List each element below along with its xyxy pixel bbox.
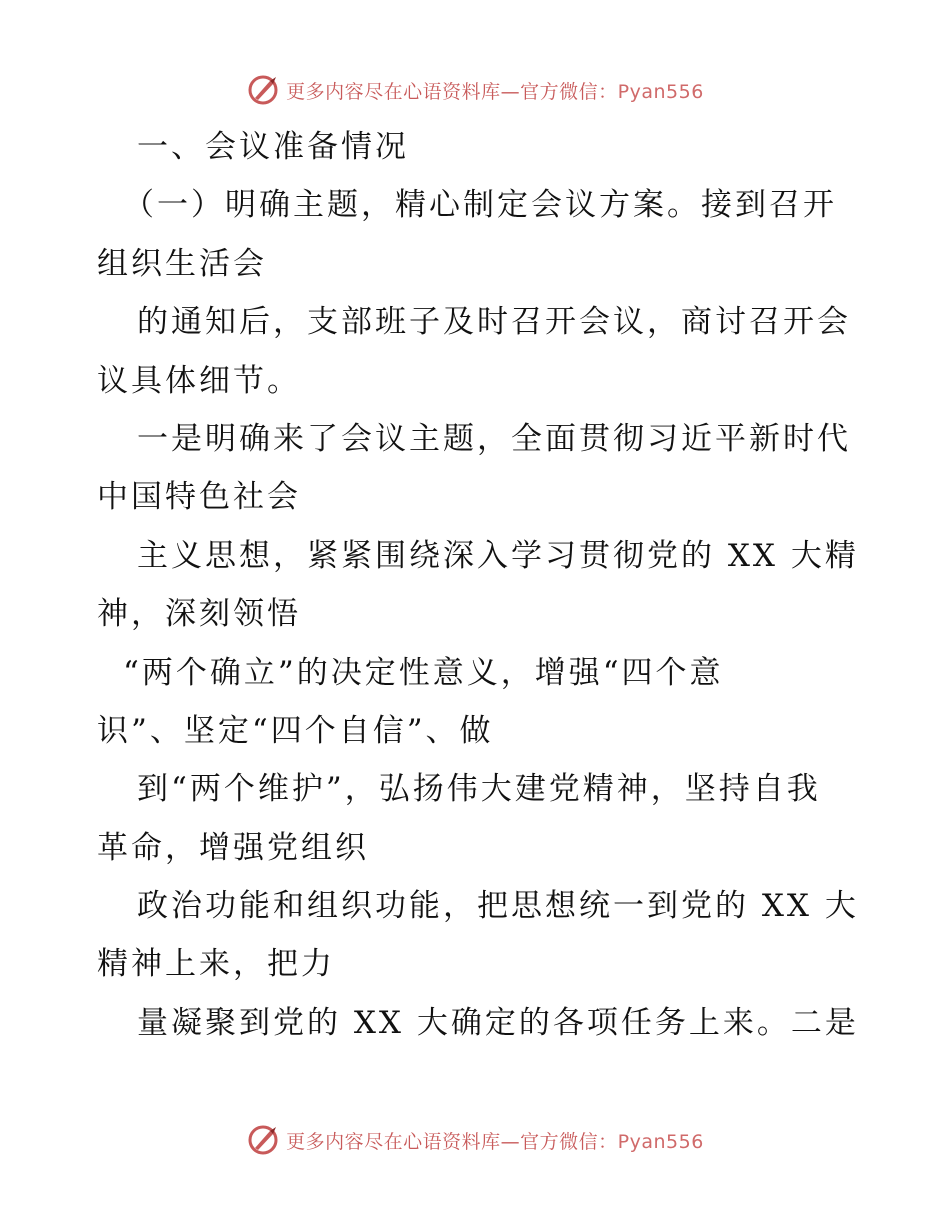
paragraph-line: （一）明确主题，精心制定会议方案。接到召开 (123, 187, 837, 224)
paragraph-line: 议具体细节。 (97, 362, 301, 399)
paragraph-line: 一是明确来了会议主题，全面贯彻习近平新时代 (137, 420, 851, 457)
paragraph-line: “两个确立”的决定性意义，增强“四个意 (123, 654, 724, 691)
paragraph-line: 的通知后，支部班子及时召开会议，商讨召开会 (137, 304, 851, 341)
section-heading: 一、会议准备情况 (137, 129, 409, 165)
watermark-text: 更多内容尽在心语资料库—官方微信：Pyan556 (286, 80, 704, 103)
paragraph-line: 主义思想，紧紧围绕深入学习贯彻党的 XX 大精 (137, 537, 859, 574)
paragraph-line: 到“两个维护”，弘扬伟大建党精神，坚持自我 (137, 771, 821, 808)
paragraph-line: 革命，增强党组织 (97, 829, 369, 866)
wechat-id: Pyan556 (617, 1130, 704, 1153)
document-body (97, 118, 857, 1052)
paragraph-line: 识”、坚定“四个自信”、做 (97, 712, 494, 749)
paragraph-line: 精神上来，把力 (97, 946, 335, 983)
quill-logo-icon (246, 1123, 280, 1157)
header-watermark (0, 70, 950, 110)
watermark-text: 更多内容尽在心语资料库—官方微信：Pyan556 (286, 1130, 704, 1153)
paragraph-line: 政治功能和组织功能，把思想统一到党的 XX 大 (137, 888, 859, 925)
paragraph-line: 组织生活会 (97, 245, 267, 282)
paragraph-line: 神，深刻领悟 (97, 596, 301, 633)
wechat-id: Pyan556 (617, 80, 704, 103)
paragraph-line: 量凝聚到党的 XX 大确定的各项任务上来。二是 (137, 1004, 859, 1041)
footer-watermark (0, 1120, 950, 1160)
paragraph-line: 中国特色社会 (97, 479, 301, 516)
quill-logo-icon (246, 73, 280, 107)
